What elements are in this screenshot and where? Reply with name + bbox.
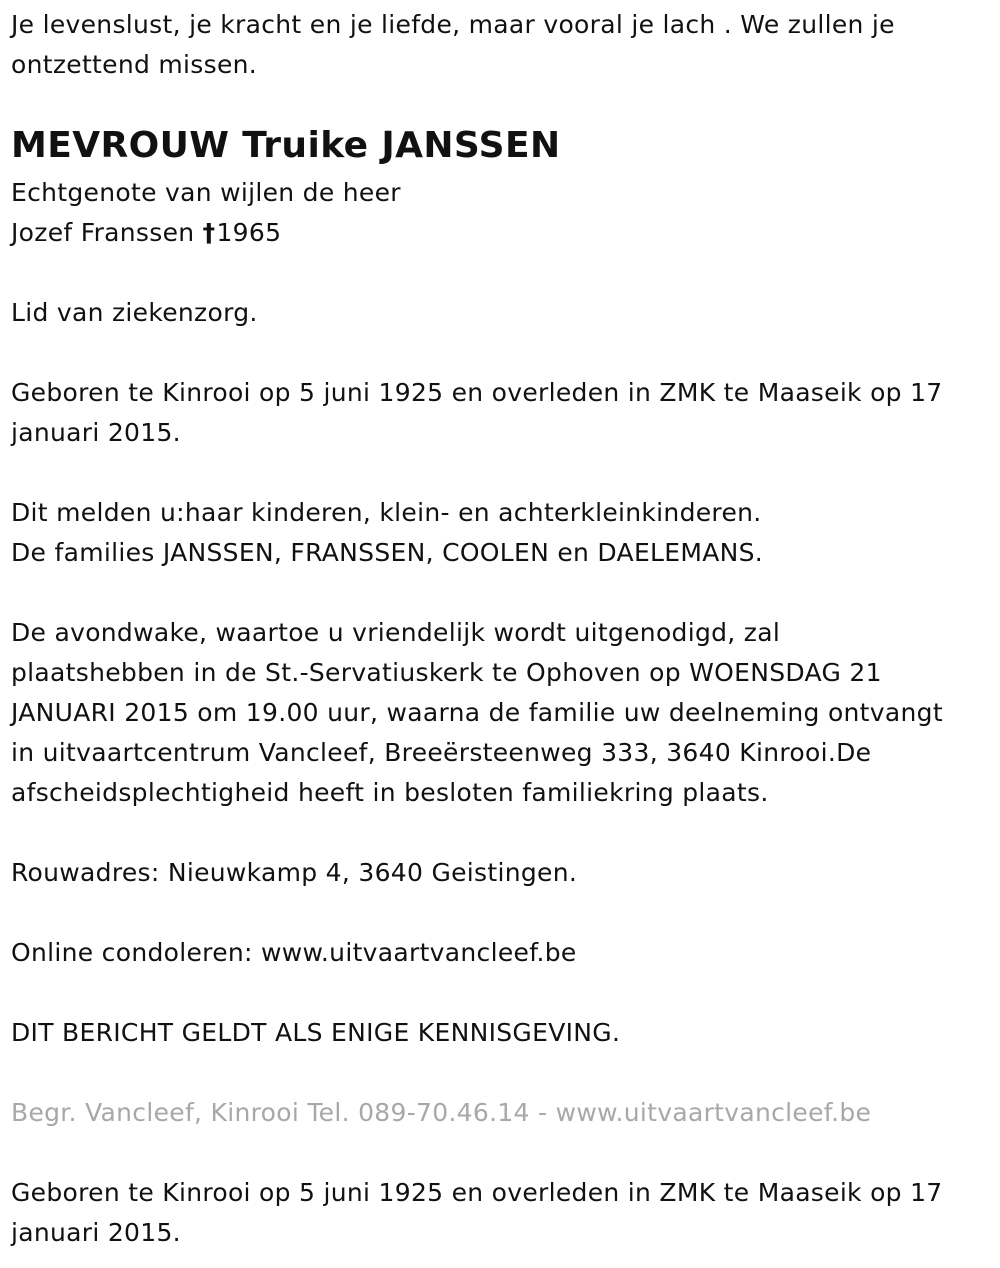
membership-line: Lid van ziekenzorg. [11, 298, 258, 327]
intro-line-2: ontzettend missen. [11, 50, 258, 79]
ceremony-line-2: plaatshebben in de St.-Servatiuskerk te Ophoven op WOENSDAG 21 [11, 658, 882, 687]
membership-text [11, 293, 986, 333]
birth-death-text [11, 373, 986, 453]
undertaker-text [11, 1093, 986, 1133]
condolence-text [11, 933, 986, 973]
intro-line-1: Je levenslust, je kracht en je liefde, maar vooral je lach . We zullen je [11, 10, 895, 39]
undertaker-line: Begr. Vancleef, Kinrooi Tel. 089-70.46.14 - www.uitvaartvancleef.be [11, 1098, 872, 1127]
address-line: Rouwadres: Nieuwkamp 4, 3640 Geistingen. [11, 858, 578, 887]
spouse-line-2 [11, 213, 986, 253]
announcers-line-1: Dit melden u:haar kinderen, klein- en achterkleinkinderen. [11, 498, 762, 527]
ceremony-line-3: JANUARI 2015 om 19.00 uur, waarna de familie uw deelneming ontvangt [11, 698, 943, 727]
address-text [11, 853, 986, 893]
spouse-name: Jozef Franssen [11, 218, 195, 247]
birth-death-repeat-line-2: januari 2015. [11, 1218, 181, 1247]
birth-death-repeat-line-1: Geboren te Kinrooi op 5 juni 1925 en overleden in ZMK te Maaseik op 17 [11, 1178, 943, 1207]
notice-text [11, 1013, 986, 1053]
deceased-name: MEVROUW Truike JANSSEN [11, 125, 561, 166]
announcers-line-2: De families JANSSEN, FRANSSEN, COOLEN en DAELEMANS. [11, 538, 764, 567]
birth-death-line-2: januari 2015. [11, 418, 181, 447]
ceremony-text [11, 613, 986, 813]
intro-text [11, 5, 986, 85]
notice-line: DIT BERICHT GELDT ALS ENIGE KENNISGEVING. [11, 1018, 621, 1047]
spouse-line-1: Echtgenote van wijlen de heer [11, 178, 401, 207]
birth-death-repeat-text [11, 1173, 986, 1253]
ceremony-line-5: afscheidsplechtigheid heeft in besloten familiekring plaats. [11, 778, 769, 807]
ceremony-line-4: in uitvaartcentrum Vancleef, Breeërsteenweg 333, 3640 Kinrooi.De [11, 738, 872, 767]
birth-death-line-1: Geboren te Kinrooi op 5 juni 1925 en overleden in ZMK te Maaseik op 17 [11, 378, 943, 407]
ceremony-line-1: De avondwake, waartoe u vriendelijk wordt uitgenodigd, zal [11, 618, 781, 647]
announcers-text [11, 493, 986, 573]
cross-icon: † [202, 218, 216, 247]
spouse-death-year: 1965 [216, 218, 282, 247]
spouse-info [11, 173, 986, 253]
condolence-line: Online condoleren: www.uitvaartvancleef.be [11, 938, 577, 967]
